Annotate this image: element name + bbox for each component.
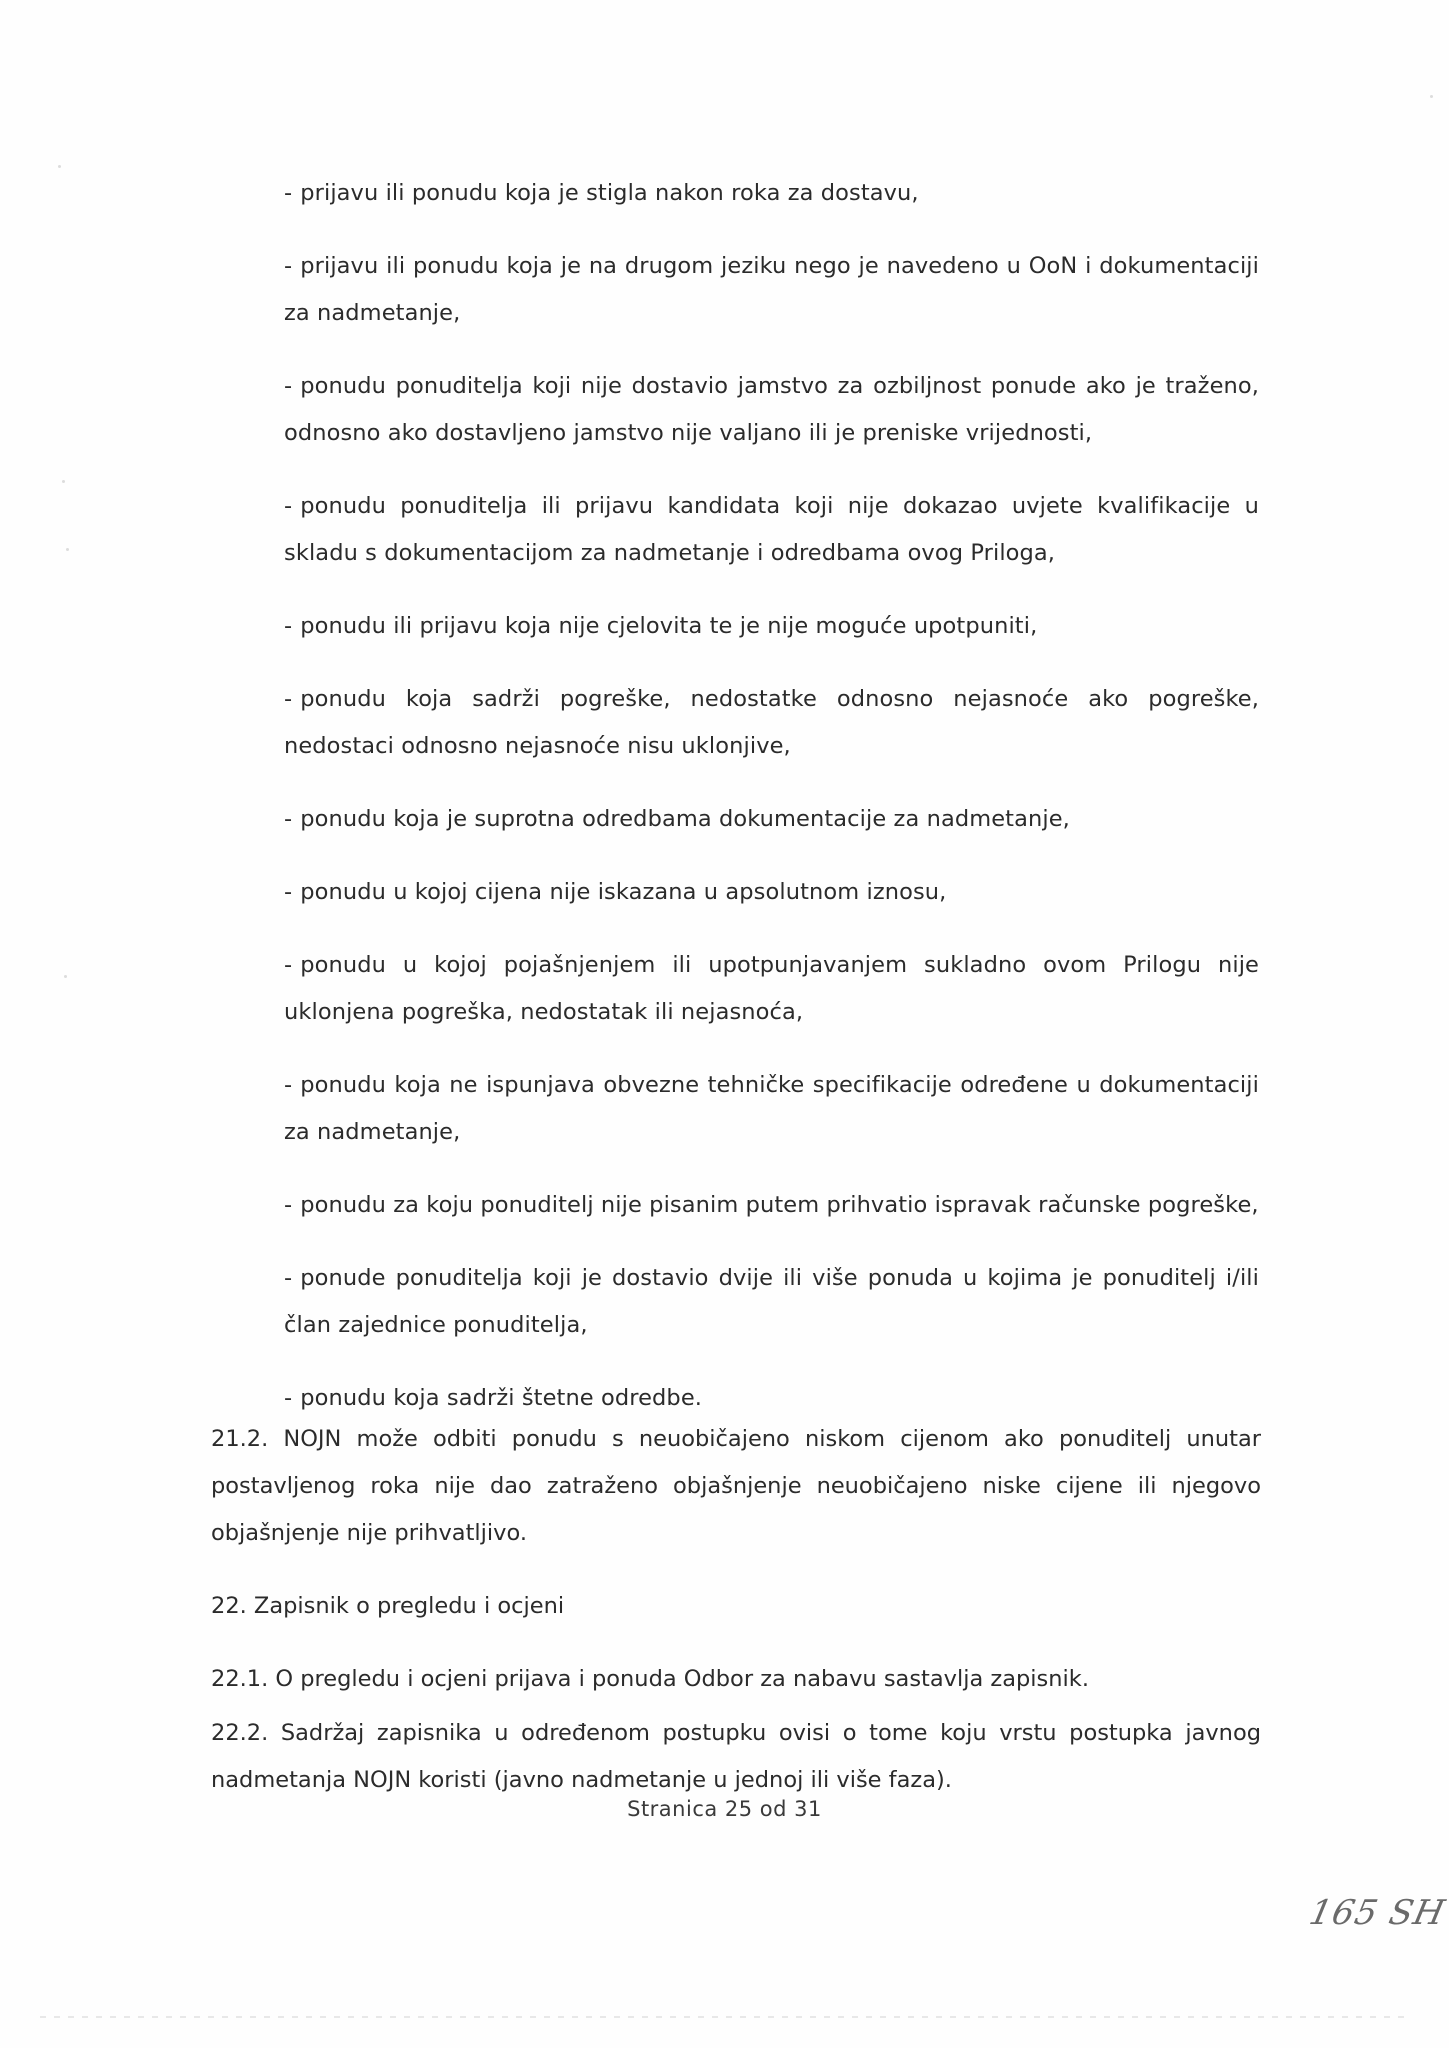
paragraph-22-2: 22.2. Sadržaj zapisnika u određenom postupku ovisi o tome koju vrstu postupka javnog nadmetanja NOJN koristi (javno nadmetanje u jednoj ili više faza). xyxy=(211,1719,1261,1793)
list-item-text: ponudu ponuditelja ili prijavu kandidata koji nije dokazao uvjete kvalifikacije u skladu s dokumentacijom za nadmetanje i odredbama ovog Priloga, xyxy=(284,493,1259,566)
scan-speck xyxy=(58,165,61,168)
bullet-dash: - xyxy=(284,493,293,519)
list-item-text: ponudu u kojoj cijena nije iskazana u apsolutnom iznosu, xyxy=(300,879,947,905)
bullet-dash: - xyxy=(284,1072,293,1098)
list-item-text: ponudu koja sadrži štetne odredbe. xyxy=(300,1385,703,1411)
bullet-dash: - xyxy=(284,806,293,832)
bullet-dash: - xyxy=(284,613,293,639)
list-item xyxy=(284,869,1259,916)
list-item xyxy=(284,1255,1259,1349)
list-item xyxy=(284,942,1259,1036)
list-item xyxy=(284,796,1259,843)
bullet-dash: - xyxy=(284,1385,293,1411)
scan-speck xyxy=(64,975,67,978)
paragraph-22-1: 22.1. O pregledu i ocjeni prijava i ponuda Odbor za nabavu sastavlja zapisnik. xyxy=(211,1665,1089,1692)
page-number-footer: Stranica 25 od 31 xyxy=(627,1797,822,1821)
list-item xyxy=(284,243,1259,337)
list-item-text: prijavu ili ponudu koja je stigla nakon roka za dostavu, xyxy=(300,180,919,206)
scan-artifact-line xyxy=(40,2016,1410,2018)
bullet-dash: - xyxy=(284,879,293,905)
list-item-text: ponudu koja je suprotna odredbama dokumentacije za nadmetanje, xyxy=(300,806,1070,832)
bullet-dash: - xyxy=(284,253,293,279)
bullet-dash: - xyxy=(284,180,293,206)
scan-speck xyxy=(66,548,69,551)
bullet-dash: - xyxy=(284,1265,293,1291)
list-item xyxy=(284,363,1259,457)
list-item-text: ponude ponuditelja koji je dostavio dvije ili više ponuda u kojima je ponuditelj i/ili član zajednice ponuditelja, xyxy=(284,1265,1259,1338)
list-item xyxy=(284,676,1259,770)
handwritten-annotation: 165 SH xyxy=(1305,1893,1449,1933)
list-item-text: ponudu ili prijavu koja nije cjelovita te je nije moguće upotpuniti, xyxy=(300,613,1038,639)
list-item xyxy=(284,170,1259,217)
scan-speck xyxy=(62,480,65,483)
list-item-text: ponudu u kojoj pojašnjenjem ili upotpunjavanjem sukladno ovom Prilogu nije uklonjena pogreška, nedostatak ili nejasnoća, xyxy=(284,952,1259,1025)
list-item-text: prijavu ili ponudu koja je na drugom jeziku nego je navedeno u OoN i dokumentaciji za nadmetanje, xyxy=(284,253,1259,326)
bullet-dash: - xyxy=(284,686,293,712)
list-item-text: ponudu ponuditelja koji nije dostavio jamstvo za ozbiljnost ponude ako je traženo, odnosno ako dostavljeno jamstvo nije valjano ili je preniske vrijednosti, xyxy=(284,373,1259,446)
list-item xyxy=(284,1182,1259,1229)
bullet-dash: - xyxy=(284,1192,293,1218)
paragraph-21-2: 21.2. NOJN može odbiti ponudu s neuobičajeno niskom cijenom ako ponuditelj unutar postavljenog roka nije dao zatraženo objašnjenje neuobičajeno niske cijene ili njegovo objašnjenje nije prihvatljivo. xyxy=(211,1425,1261,1546)
list-item-text: ponudu za koju ponuditelj nije pisanim putem prihvatio ispravak računske pogreške, xyxy=(300,1192,1259,1218)
bullet-dash: - xyxy=(284,952,293,978)
list-item-text: ponudu koja ne ispunjava obvezne tehničke specifikacije određene u dokumentaciji za nadmetanje, xyxy=(284,1072,1259,1145)
bullet-dash: - xyxy=(284,373,293,399)
bullet-list xyxy=(284,170,1259,1448)
section-heading-22: 22. Zapisnik o pregledu i ocjeni xyxy=(211,1592,565,1619)
list-item-text: ponudu koja sadrži pogreške, nedostatke odnosno nejasnoće ako pogreške, nedostaci odnosno nejasnoće nisu uklonjive, xyxy=(284,686,1259,759)
scan-speck xyxy=(1430,95,1433,98)
list-item xyxy=(284,483,1259,577)
list-item xyxy=(284,603,1259,650)
list-item xyxy=(284,1062,1259,1156)
